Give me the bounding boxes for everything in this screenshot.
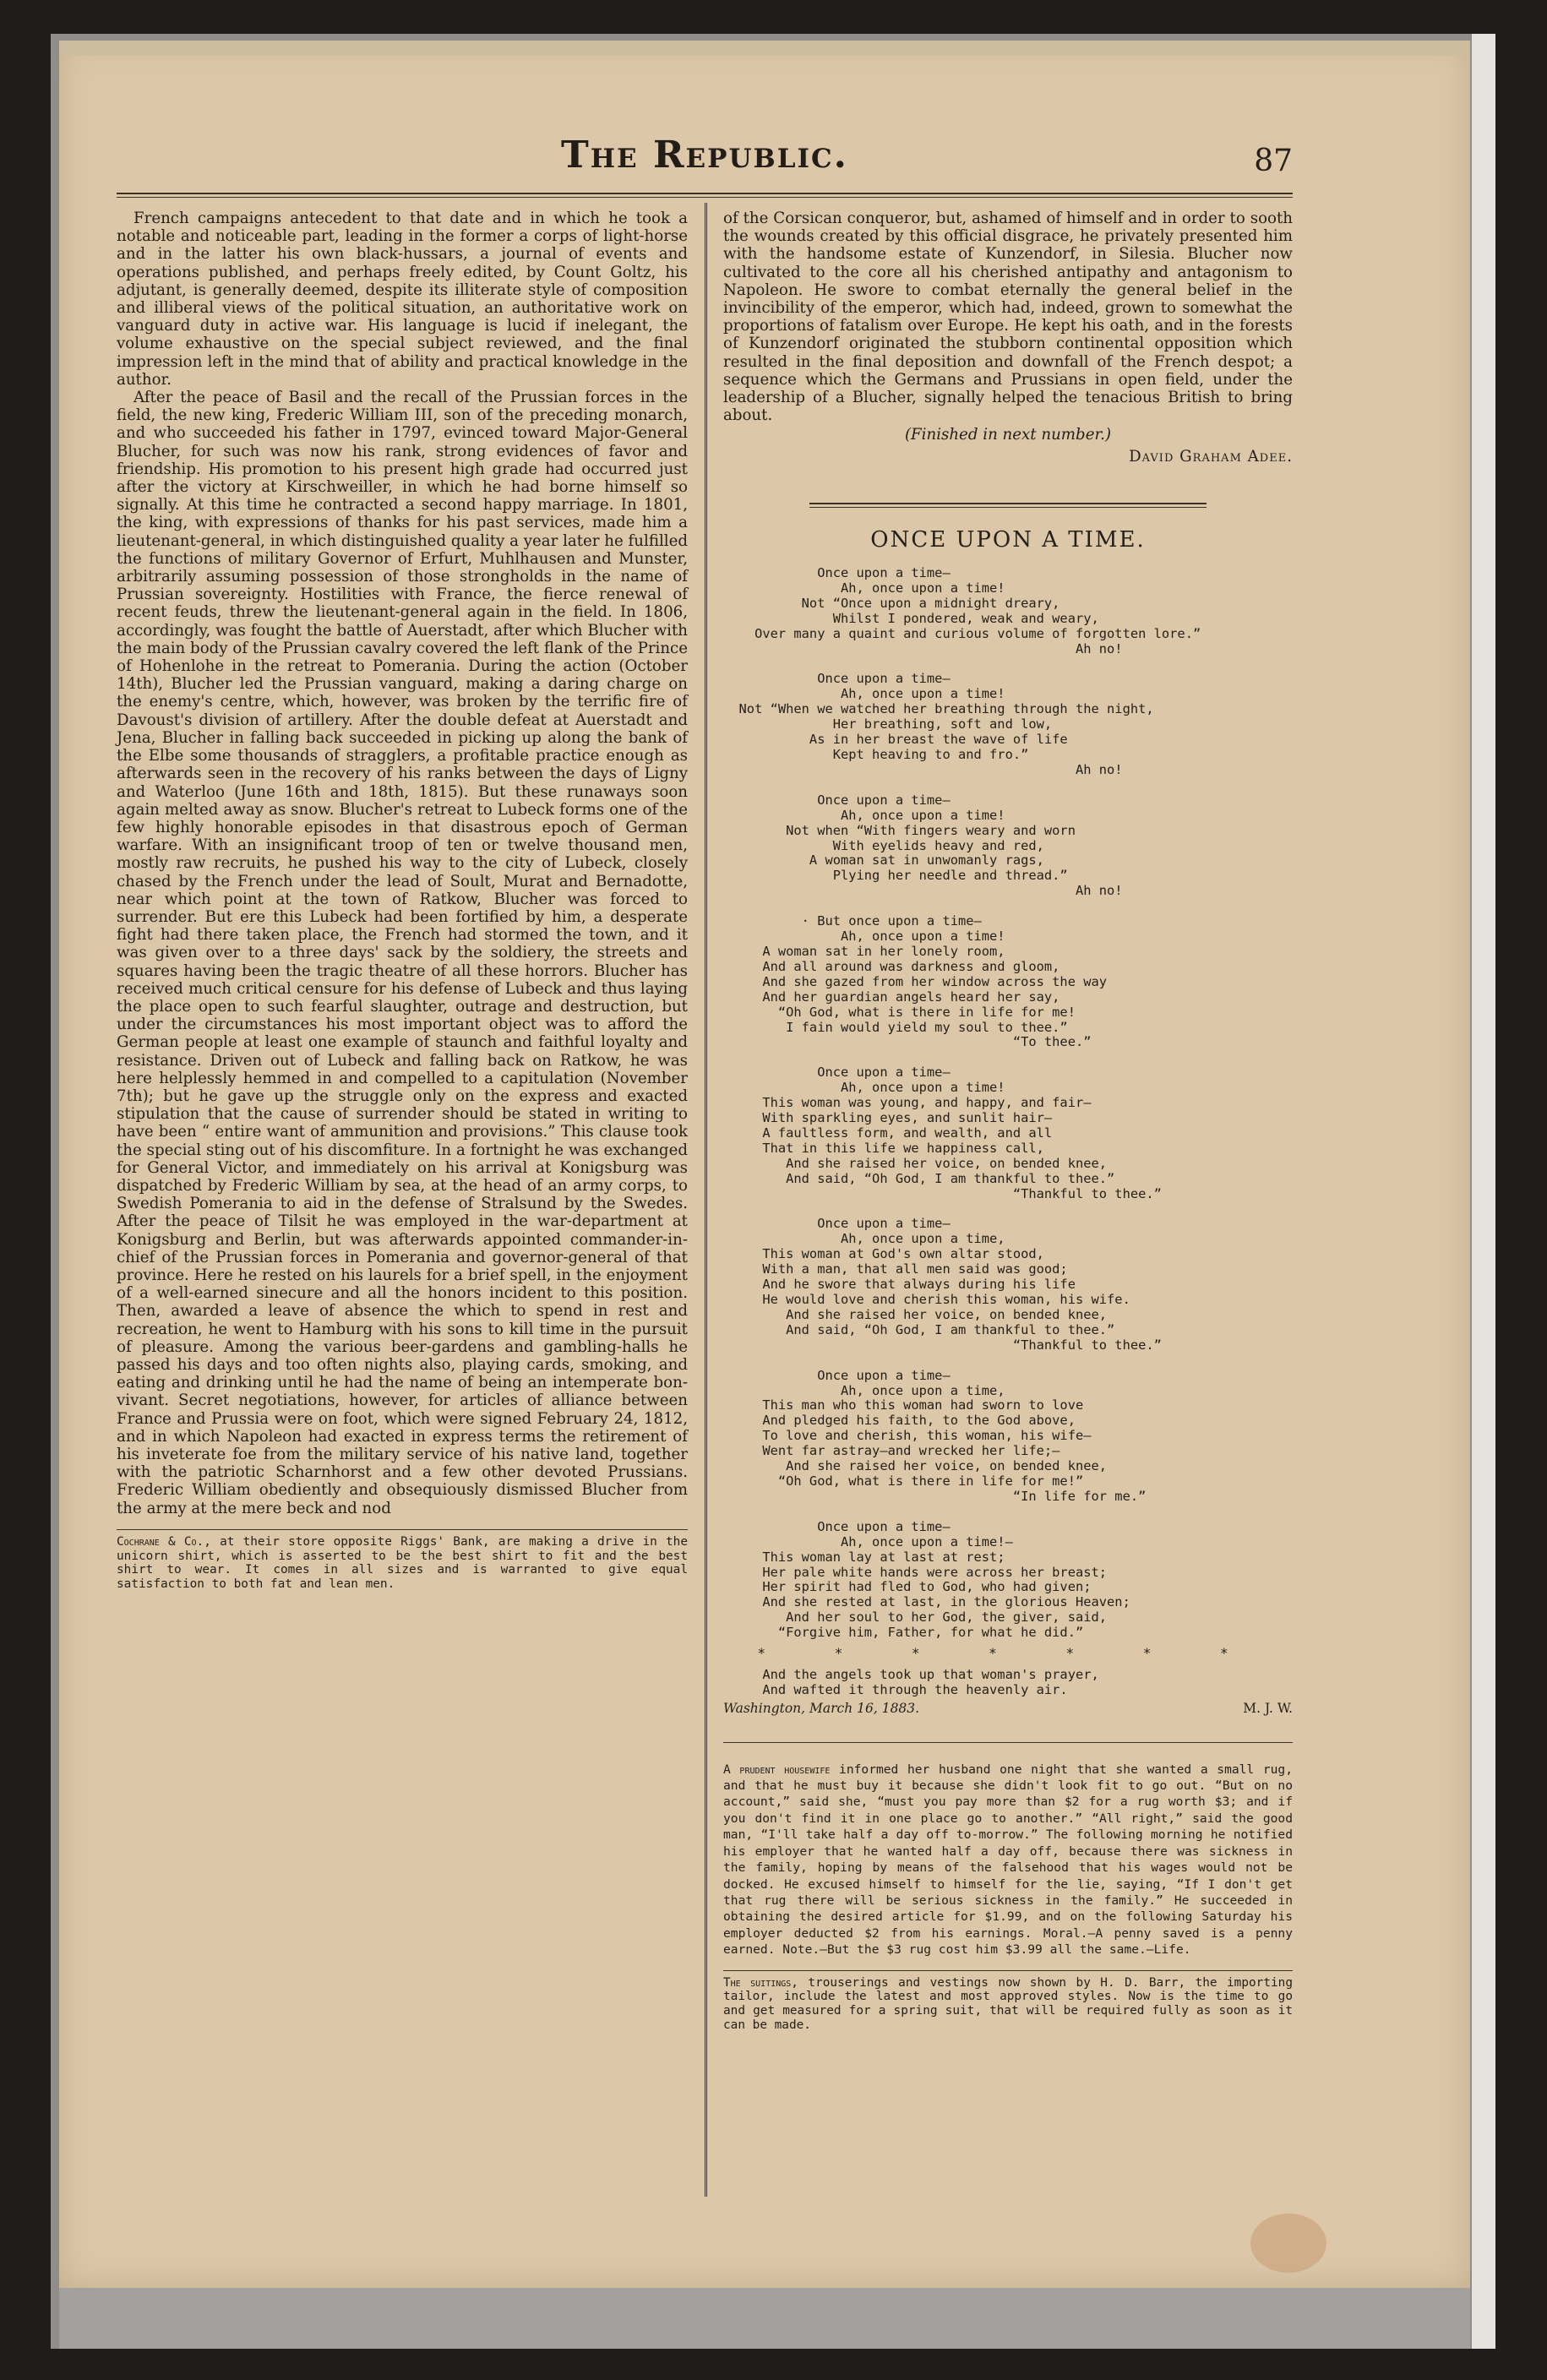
poem-line: And all around was darkness and gloom, bbox=[723, 958, 1060, 974]
poem-line: A woman sat in her lonely room, bbox=[723, 943, 1005, 959]
article-paragraph: After the peace of Basil and the recall of the Prussian forces in the field, the new king, Frederic William III, son of the preceding monarch, and who succeeded his father in 1797, evinced toward Major-General Blucher, for such was now his rank, strong evidences of favor and friendship. His promotion to his present high grade had occurred just after the victory at Kirschweiller, in which he had borne himself so signally. At this time he contracted a second happy marriage. In 1801, the king, with expressions of thanks for his past services, made him a lieutenant-general, in which distinguished quality a year later he fulfilled the functions of military Governor of Erfurt, Muhlhausen and Munster, arbitrarily assuming possession of those strongholds in the name of Prussian sovereignty. Hostilities with France, the fierce renewal of recent feuds, threw the lieutenant-general again in the field. In 1806, accordingly, was fought the battle of Auerstadt, after which Blucher with the main body of the Prussian cavalry covered the left flank of the Prince of Hohenlohe in the retreat to Pomerania. During the action (October 14th), Blucher led the Prussian vanguard, making a daring charge on the enemy's centre, which, however, was broken by the terrific fire of Davoust's division of artillery. After the double defeat at Auerstadt and Jena, Blucher in falling back succeeded in picking up along the bank of the Elbe some thousands of stragglers, a profitable practice enough as afterwards seen in the recovery of his ranks between the days of Ligny and Waterloo (June 16th and 18th, 1815). But these runaways soon again melted away as snow. Blucher's retreat to Lubeck forms one of the few highly honorable episodes in that disastrous epoch of German warfare. With an insignificant troop of ten or twelve thousand men, mostly raw recruits, he pushed his way to the city of Lubeck, closely chased by the French under the lead of Soult, Murat and Bernadotte, near which point at the town of Ratkow, Blucher was forced to surrender. But ere this Lubeck had been fortified by him, a desperate fight had there taken place, the French had stormed the town, and it was given over to a three days' sack by the soldiery, the streets and squares having been the tragic theatre of all these horrors. Blucher has received much critical censure for his defense of Lubeck and thus laying the place open to such fearful slaughter, outrage and destruction, but under the circumstances his most important object was to afford the German people at least one example of staunch and faithful loyalty and resistance. Driven out of Lubeck and falling back on Ratkow, he was here helplessly hemmed in and compelled to a capitulation (November 7th); but he gave up the struggle only on the express and exacted stipulation that the cause of surrender should be stated in writing to have been “ entire want of ammunition and provisions.” This clause took the special sting out of his discomfiture. In a fortnight he was exchanged for General Victor, and immediately on his arrival at Konigsburg was dispatched by Frederic William by sea, at the head of an army corps, to Swedish Pomerania to aid in the defense of Stralsund by the Swedes. After the peace of Tilsit he was employed in the war-department at Konigsburg and Berlin, but was afterwards appointed commander-in-chief of the Prussian forces in Pomerania and governor-general of that province. Here he rested on his laurels for a brief spell, in the enjoyment of a well-earned sinecure and all the honors incident to this position. Then, awarded a leave of absence the which to spend in rest and recreation, he went to Hamburg with his sons to kill time in the pursuit of pleasure. Among the various beer-gardens and gambling-halls he passed his days and too often nights also, playing cards, smoking, and eating and drinking until he had the name of being an intemperate bon-vivant. Secret negotiations, however, for articles of alliance between France and Prussia were on foot, which were signed February 24, 1812, and in which Napoleon had exacted in express terms the retirement of his inveterate foe from the military service of his native land, together with the patriotic Scharnhorst and a few other devoted Prussians. Frederic William obediently and obsequiously dismissed Blucher from the army at the mere beck and nod bbox=[117, 389, 688, 1517]
poem-line: And she rested at last, in the glorious Heaven; bbox=[723, 1594, 1130, 1610]
poem-line: Once upon a time— bbox=[723, 1518, 951, 1534]
column-divider bbox=[705, 203, 707, 2197]
poem-line: “Thankful to thee.” bbox=[723, 1185, 1162, 1201]
ad-lead: The suitings, bbox=[723, 1975, 798, 1990]
poem-line: This man who this woman had sworn to love bbox=[723, 1397, 1084, 1413]
poem-line: That in this life we happiness call, bbox=[723, 1140, 1044, 1156]
poem-line: Not when “With fingers weary and worn bbox=[723, 822, 1076, 838]
poem-line: As in her breast the wave of life bbox=[723, 732, 1068, 748]
anecdote-prudent-housewife bbox=[723, 1762, 1293, 1958]
poem-line: Her breathing, soft and low, bbox=[723, 716, 1053, 733]
poem-line: And said, “Oh God, I am thankful to thee.” bbox=[723, 1170, 1115, 1186]
poem-line: And she raised her voice, on bended knee, bbox=[723, 1458, 1108, 1474]
page-number: 87 bbox=[1254, 144, 1293, 178]
poem-line: And the angels took up that woman's prayer, bbox=[723, 1666, 1099, 1682]
poem-line: Not “Once upon a midnight dreary, bbox=[723, 595, 1060, 611]
poem-line: And pledged his faith, to the God above, bbox=[723, 1413, 1076, 1429]
poem-line: Ah, once upon a time, bbox=[723, 1231, 1005, 1247]
anecdote-lead: A prudent housewife bbox=[723, 1762, 831, 1777]
poem-line: A woman sat in unwomanly rags, bbox=[723, 852, 1044, 869]
poem-stars: * * * * * * * bbox=[757, 1645, 1259, 1662]
poem-line: Not “When we watched her breathing through the night, bbox=[723, 701, 1154, 717]
poem-line: Ah no! bbox=[723, 640, 1123, 656]
poem-stanza bbox=[723, 1217, 1293, 1353]
poem-line: Ah, once upon a time!— bbox=[723, 1533, 1013, 1549]
poem-line: “To thee.” bbox=[723, 1034, 1092, 1050]
poem-line: Ah, once upon a time! bbox=[723, 1080, 1005, 1096]
poem-line: This woman was young, and happy, and fair— bbox=[723, 1095, 1092, 1111]
author-signature: David Graham Adee. bbox=[1129, 447, 1293, 466]
poem-line: Once upon a time— bbox=[723, 671, 951, 687]
poem-line: And he swore that always during his life bbox=[723, 1277, 1076, 1293]
poem-line: Went far astray—and wrecked her life;— bbox=[723, 1443, 1060, 1459]
section-rule bbox=[809, 503, 1207, 508]
article-continuation: of the Corsican conqueror, but, ashamed of himself and in order to sooth the wounds created by this official disgrace, he privately presented him with the handsome estate of Kunzendorf, in Silesia. Blucher now cultivated to the core all his cherished antipathy and antagonism to Napoleon. He swore to combat eternally the general belief in the invincibility of the emperor, which had, indeed, grown to somewhat the proportions of fatalism over Europe. He kept his oath, and in the forests of Kunzendorf originated the stubborn continental opposition which resulted in the final deposition and downfall of the French despot; a sequence which the Germans and Prussians in open field, under the leadership of a Blucher, signally helped the tenacious British to bring about. bbox=[723, 210, 1293, 425]
poem-line: With a man, that all men said was good; bbox=[723, 1261, 1068, 1277]
poem-initials: M. J. W. bbox=[1243, 1700, 1293, 1716]
poem-line: I fain would yield my soul to thee.” bbox=[723, 1019, 1068, 1035]
poem-line: Once upon a time— bbox=[723, 1367, 951, 1383]
poem-stanza bbox=[723, 793, 1293, 899]
section-rule bbox=[723, 1742, 1293, 1743]
poem-line: This woman lay at last at rest; bbox=[723, 1549, 1005, 1565]
advertisement-cochrane bbox=[117, 1535, 688, 1592]
poem-stanza bbox=[723, 1520, 1293, 1641]
poem-line: This woman at God's own altar stood, bbox=[723, 1246, 1044, 1262]
poem-line: With eyelids heavy and red, bbox=[723, 837, 1044, 853]
poem-stanza bbox=[723, 914, 1293, 1050]
header-rule bbox=[117, 193, 1293, 198]
poem-location: Washington, March 16, 1883. bbox=[723, 1700, 920, 1716]
poem-line: “Oh God, what is there in life for me! bbox=[723, 1004, 1076, 1020]
poem-line: He would love and cherish this woman, his wife. bbox=[723, 1292, 1130, 1308]
poem-line: Once upon a time— bbox=[723, 565, 951, 581]
poem-line: Over many a quaint and curious volume of forgotten lore.” bbox=[723, 625, 1201, 641]
poem-stanza bbox=[723, 672, 1293, 777]
poem-line: And her guardian angels heard her say, bbox=[723, 988, 1060, 1005]
ad-rule bbox=[723, 1970, 1293, 1971]
left-column bbox=[117, 210, 688, 1592]
poem-line: And wafted it through the heavenly air. bbox=[723, 1681, 1068, 1697]
ad-lead: Cochrane & Co., bbox=[117, 1534, 211, 1549]
poem-stanza bbox=[723, 1065, 1293, 1201]
poem-line: With sparkling eyes, and sunlit hair— bbox=[723, 1110, 1053, 1126]
poem-line: Ah, once upon a time! bbox=[723, 686, 1005, 702]
ad-rule bbox=[117, 1529, 688, 1530]
poem-line: Ah no! bbox=[723, 883, 1123, 899]
poem-line: · But once upon a time— bbox=[723, 913, 982, 929]
paper-stain bbox=[1250, 2214, 1326, 2273]
poem-line: Plying her needle and thread.” bbox=[723, 868, 1068, 884]
right-column bbox=[723, 210, 1293, 2033]
poem-line: And she gazed from her window across the way bbox=[723, 973, 1108, 989]
poem-line: Once upon a time— bbox=[723, 792, 951, 808]
poem-line: And her soul to her God, the giver, said, bbox=[723, 1609, 1108, 1626]
page-content bbox=[117, 118, 1293, 2205]
poem-line: “Oh God, what is there in life for me!” bbox=[723, 1473, 1084, 1489]
scan-edge-strip bbox=[1472, 34, 1495, 2349]
poem-body bbox=[723, 566, 1293, 1717]
poem-line: Ah, once upon a time! bbox=[723, 807, 1005, 823]
anecdote-text: informed her husband one night that she wanted a small rug, and that he must buy it because she didn't look fit to go out. “But on no account,” said she, “must you pay more than $2 for a rug worth $3; and if you don't find it in one place go to another.” “All right,” said the good man, “I'll take half a day off to-morrow.” The following morning he notified his employer that he wanted half a day off, because there was sickness in the family, hoping by means of the falsehood that his wages would not be docked. He excused himself to himself for the lie, saying, “If I don't get that rug there will be serious sickness in the family.” He succeeded in obtaining the desired article for $1.99, and on the following Saturday his employer deducted $2 from his earnings. Moral.—A penny saved is a penny earned. Note.—But the $3 rug cost him $3.99 all the same.—Life. bbox=[723, 1762, 1294, 1958]
page-header bbox=[117, 118, 1293, 194]
poem-line: A faultless form, and wealth, and all bbox=[723, 1125, 1053, 1141]
poem-title: ONCE UPON A TIME. bbox=[870, 526, 1146, 553]
poem-footer bbox=[723, 1702, 1293, 1717]
poem-line: “In life for me.” bbox=[723, 1488, 1147, 1504]
poem-stanza bbox=[723, 566, 1293, 656]
poem-line: Her spirit had fled to God, who had given; bbox=[723, 1579, 1092, 1595]
poem-line: Ah, once upon a time! bbox=[723, 580, 1005, 596]
poem-line: Her pale white hands were across her breast; bbox=[723, 1564, 1108, 1580]
ad-text: at their store opposite Riggs' Bank, are making a drive in the unicorn shirt, which is asserted to be the best shirt to fit and the best shirt to wear. It comes in all sizes and is warranted to give equal satisfaction to both fat and lean men. bbox=[117, 1534, 689, 1592]
poem-line: Once upon a time— bbox=[723, 1065, 951, 1081]
poem-line: Ah, once upon a time! bbox=[723, 929, 1005, 945]
poem-line: Once upon a time— bbox=[723, 1216, 951, 1232]
poem-line: To love and cherish, this woman, his wife— bbox=[723, 1428, 1092, 1444]
poem-line: And she raised her voice, on bended knee, bbox=[723, 1155, 1108, 1171]
poem-line: “Forgive him, Father, for what he did.” bbox=[723, 1625, 1084, 1641]
ad-text: trouserings and vestings now shown by H. D. Barr, the importing tailor, include the latest and most approved styles. Now is the time to go and get measured for a spring suit, that will be required fully as soon as it can be made. bbox=[723, 1975, 1293, 2032]
advertisement-barr bbox=[723, 1976, 1293, 2033]
finished-note: (Finished in next number.) bbox=[904, 426, 1112, 444]
poem-line: Whilst I pondered, weak and weary, bbox=[723, 610, 1099, 626]
poem-line: Ah no! bbox=[723, 761, 1123, 777]
scan-margin bbox=[59, 2288, 1470, 2349]
poem-line: Kept heaving to and fro.” bbox=[723, 747, 1029, 763]
poem-line: Ah, once upon a time, bbox=[723, 1382, 1005, 1398]
poem-stanza bbox=[723, 1369, 1293, 1505]
masthead: The Republic. bbox=[560, 133, 848, 177]
poem-line: “Thankful to thee.” bbox=[723, 1337, 1162, 1353]
poem-line: And said, “Oh God, I am thankful to thee.” bbox=[723, 1321, 1115, 1337]
poem-line: And she raised her voice, on bended knee, bbox=[723, 1306, 1108, 1322]
article-paragraph: French campaigns antecedent to that date and in which he took a notable and noticeable part, leading in the former a corps of light-horse and in the latter his own black-hussars, a journal of events and operations published, and perhaps freely edited, by Count Goltz, his adjutant, is generally deemed, despite its illiterate style of composition and illiberal views of the political situation, an authoritative work on vanguard duty in active war. His language is lucid if inelegant, the volume exhaustive on the special subject reviewed, and the final impression left in the mind that of ability and practical knowledge in the author. bbox=[117, 210, 688, 389]
